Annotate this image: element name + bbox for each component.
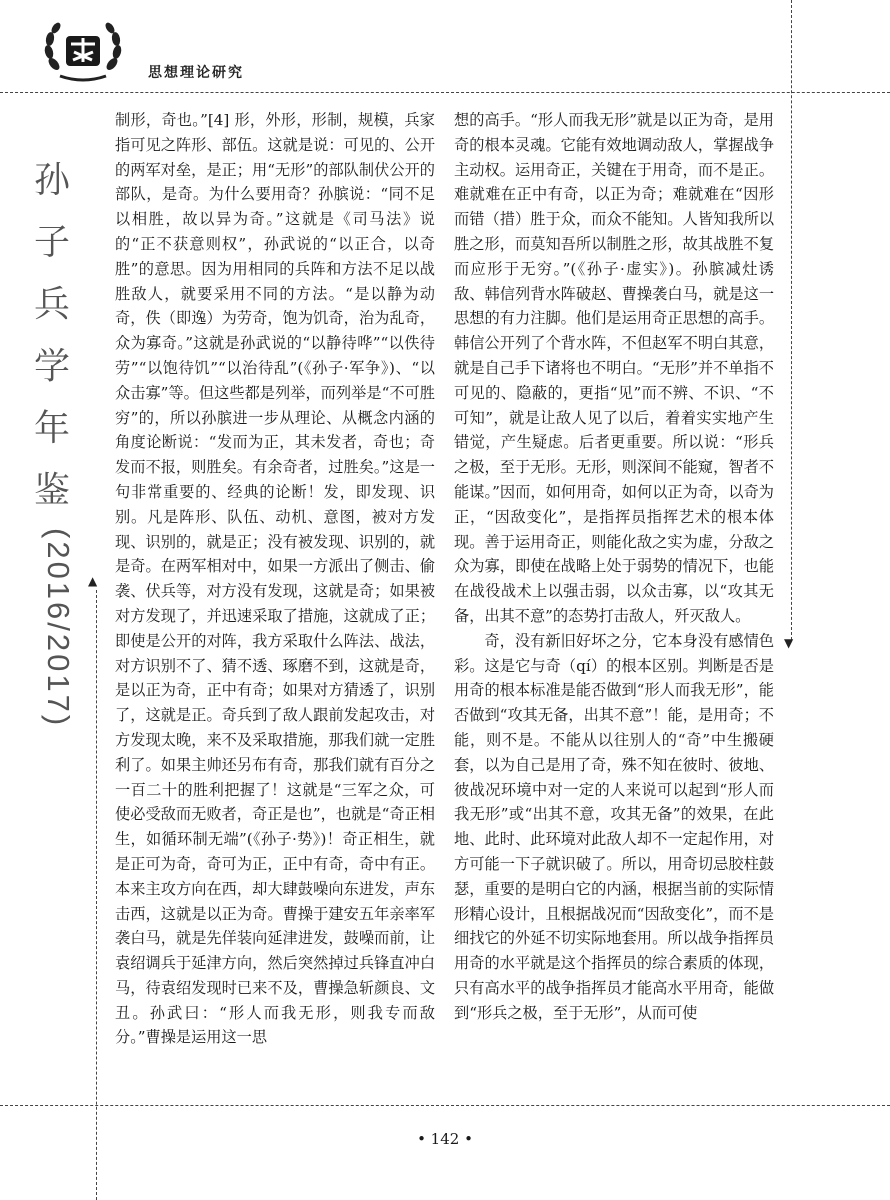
page-number: • 142 • [417,1130,473,1148]
title-char: 鉴 [33,470,70,511]
left-margin-line [96,590,97,1200]
title-char: 年 [33,408,70,449]
vertical-book-title [22,150,82,729]
wreath-emblem-icon [40,18,126,84]
paragraph: 想的高手。“形人而我无形”就是以正为奇，是用奇的根本灵魂。它能有效地调动敌人，掌握战争主动权。运用奇正，关键在于用奇，而不是正。难就难在正中有奇，以正为奇；难就难在“因形而错（措）胜于众，而众不能知。人皆知我所以胜之形，而莫知吾所以制胜之形，故其战胜不复而应形于无穷。”(《孙子·虚实》)。孙膑减灶诱敌、韩信列背水阵破赵、曹操袭白马，就是这一思想的有力注脚。他们是运用奇正思想的高手。韩信公开列了个背水阵，不但赵军不明白其意，就是自己手下诸将也不明白。“无形”并不单指不可见的、隐蔽的，更指“见”而不辨、不识、“不可知”，就是让敌人见了以后，着着实实地产生错觉，产生疑虑。后者更重要。所以说：“形兵之极，至于无形。无形，则深间不能窥，智者不能谋。”因而，如何用奇，如何以正为奇，以奇为正，“因敌变化”，是指挥员指挥艺术的根本体现。善于运用奇正，则能化敌之实为虚，分敌之众为寡，即使在战略上处于弱势的情况下，也能在战役战术上以强击弱，以众击寡，以“攻其无备，出其不意”的态势打击敌人，歼灭敌人。 [454,111,774,625]
paragraph: 奇，没有新旧好坏之分，它本身没有感情色彩。这是它与奇（qí）的根本区别。判断是否是用奇的根本标准是能否做到“形人而我无形”，能否做到“攻其无备，出其不意”！能，是用奇；不能，则不是。不能从以往别人的“奇”中生搬硬套，以为自己是用了奇，殊不知在彼时、彼地、彼战况环境中对一定的人来说可以起到“形人而我无形”或“出其不意，攻其无备”的效果，在此地、此时、此环境对此敌人却不一定起作用，对方可能一下子就识破了。所以，用奇切忌胶柱鼓瑟，重要的是明白它的内涵，根据当前的实际情形精心设计，且根据战况而“因敌变化”，而不是细找它的外延不切实际地套用。所以战争指挥员用奇的水平就是这个指挥员的综合素质的体现，只有高水平的战争指挥员才能高水平用奇，能做到“形兵之极，至于无形”，从而可使 [454,631,774,1022]
title-year: (2016/2017) [41,528,76,729]
title-char: 子 [33,222,70,263]
right-margin-line [791,0,792,640]
top-border-line [0,92,890,93]
left-text-column [115,108,435,1050]
section-header-label: 思想理论研究 [148,65,244,81]
title-char: 孙 [33,160,70,201]
title-char: 兵 [33,284,70,325]
bottom-border-line [0,1105,890,1106]
right-text-column [454,108,774,1025]
paragraph: 制形，奇也。”[4] 形，外形，形制，规模，兵家指可见之阵形、部伍。这就是说：可见的、公开的两军对垒，是正；用“无形”的部队制伏公开的部队，是奇。为什么要用奇？孙膑说：“同不足以相胜，故以异为奇。”这就是《司马法》说的“正不获意则权”，孙武说的“以正合，以奇胜”的意思。因为用相同的兵阵和方法不足以战胜敌人，就要采用不同的方法。“是以静为动奇，佚（即逸）为劳奇，饱为饥奇，治为乱奇，众为寡奇。”这就是孙武说的“以静待哗”“以佚待劳”“以饱待饥”“以治待乱”(《孙子·军争》)、“以众击寡”等。但这些都是列举，而列举是“不可胜穷”的，所以孙膑进一步从理论、从概念内涵的角度论断说：“发而为正，其未发者，奇也；奇发而不报，则胜矣。有余奇者，过胜矣。”这是一句非常重要的、经典的论断！发，即发现、识别。凡是阵形、队伍、动机、意图，被对方发现、识别的，就是正；没有被发现、识别的，就是奇。在两军相对中，如果一方派出了侧击、偷袭、伏兵等，对方没有发现，这就是奇；如果被对方发现了，并迅速采取了措施，这就成了正；即使是公开的对阵，我方采取什么阵法、战法，对方识别不了、猜不透、琢磨不到，这就是奇，是以正为奇，正中有奇；如果对方猜透了，识别了，这就是正。奇兵到了敌人跟前发起攻击，对方发现太晚，来不及采取措施，那我们就一定胜利了。如果主帅还另布有奇，那我们就有百分之一百二十的胜利把握了！这就是“三军之众，可使必受敌而无败者，奇正是也”，也就是“奇正相生，如循环制无端”(《孙子·势》)！奇正相生，就是正可为奇，奇可为正，正中有奇，奇中有正。本来主攻方向在西，却大肆鼓噪向东进发，声东击西，这就是以正为奇。曹操于建安五年亲率军袭白马，就是先佯装向延津进发，鼓噪而前，让袁绍调兵于延津方向，然后突然掉过兵锋直冲白马，待袁绍发现时已来不及，曹操急斩颜良、文丑。孙武曰：“形人而我无形，则我专而敌分。”曹操是运用这一思 [115,111,435,1047]
down-arrow-icon: ▼ [784,636,794,650]
title-char: 学 [33,346,70,387]
up-arrow-icon: ▲ [88,574,98,588]
